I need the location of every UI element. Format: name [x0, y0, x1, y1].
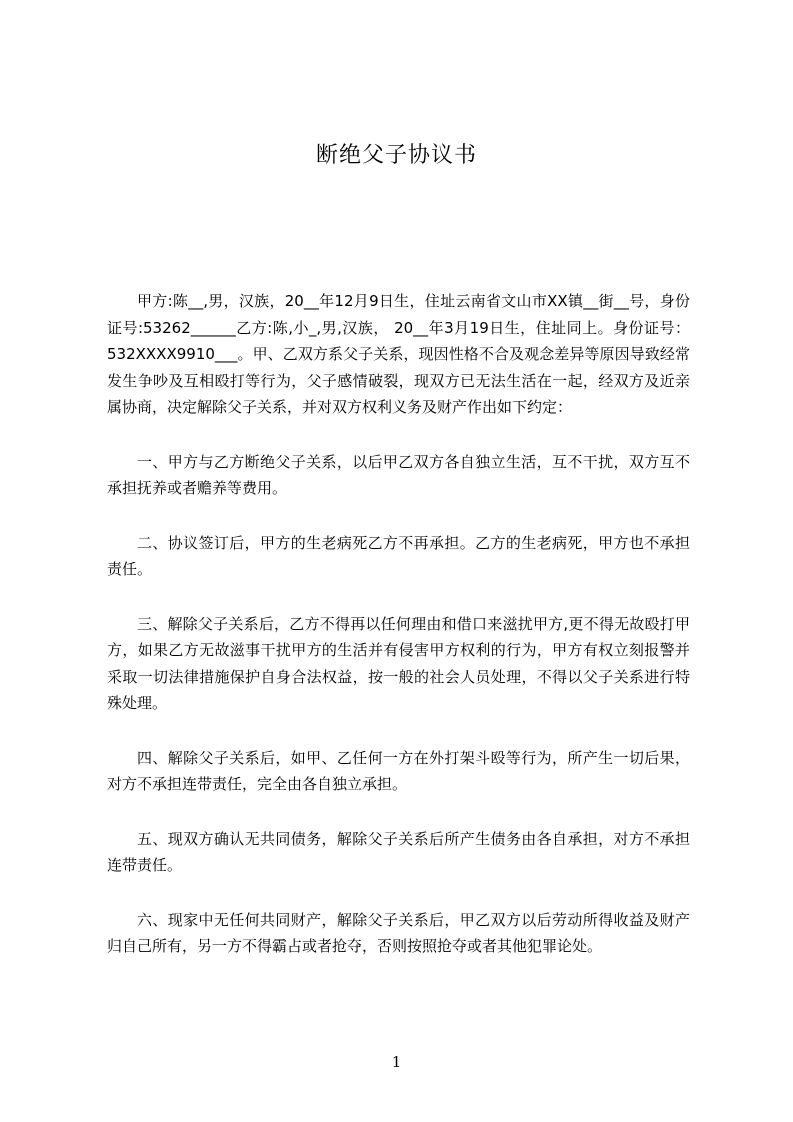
- clause-4: 四、解除父子关系后，如甲、乙任何一方在外打架斗殴等行为，所产生一切后果，对方不承担连带责任，完全由各自独立承担。: [107, 748, 690, 793]
- page-number: 1: [391, 1053, 402, 1071]
- intro-paragraph: 甲方:陈__,男，汉族，20__年12月9日生，住址云南省文山市XX镇__街__号，身份证号:53262______乙方:陈,小_,男,汉族， 20__年3月19日生，住址同上。身份证号：532XXXX9910___。甲、乙双方系父子关系，现因性格不合及观念差异等原因导致经常发生争吵及互相殴打等行为，父子感情破裂，现双方已无法生活在一起，经双方及近亲属协商，决定解除父子关系，并对双方权利义务及财产作出如下约定：: [107, 292, 690, 416]
- clause-3: 三、解除父子关系后，乙方不得再以任何理由和借口来滋扰甲方,更不得无故殴打甲方，如果乙方无故滋事干扰甲方的生活并有侵害甲方权利的行为，甲方有权立刻报警并采取一切法律措施保护自身合法权益，按一般的社会人员处理，不得以父子关系进行特殊处理。: [107, 614, 690, 712]
- document-title: 断绝父子协议书: [315, 143, 477, 168]
- document-body: [107, 288, 690, 988]
- clause-6: 六、现家中无任何共同财产，解除父子关系后，甲乙双方以后劳动所得收益及财产归自己所有，另一方不得霸占或者抢夺，否则按照抢夺或者其他犯罪论处。: [107, 910, 690, 955]
- clause-2: 二、协议签订后，甲方的生老病死乙方不再承担。乙方的生老病死，甲方也不承担责任。: [107, 533, 690, 578]
- clause-1: 一、甲方与乙方断绝父子关系，以后甲乙双方各自独立生活，互不干扰，双方互不承担抚养或者赡养等费用。: [107, 452, 690, 497]
- clause-5: 五、现双方确认无共同债务，解除父子关系后所产生债务由各自承担，对方不承担连带责任。: [107, 829, 690, 874]
